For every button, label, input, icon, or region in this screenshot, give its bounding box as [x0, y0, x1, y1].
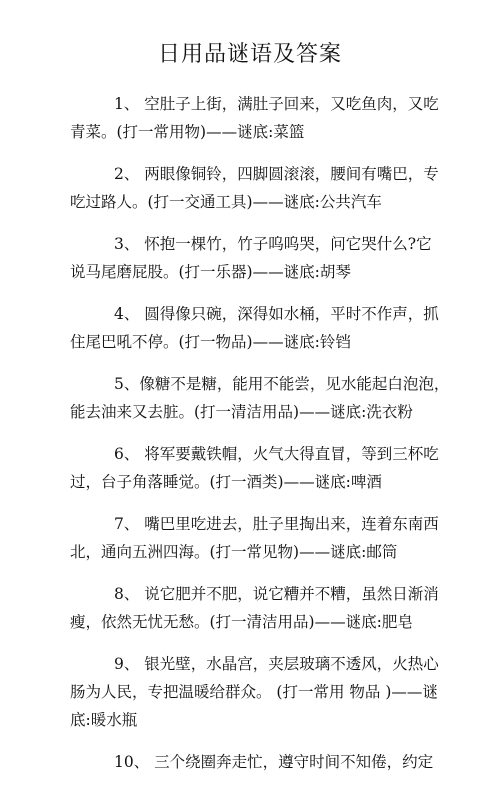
riddle-line: 9、 银光壁，水晶宫，夹层玻璃不透风，火热心 [114, 655, 439, 673]
riddle-item-9 [70, 650, 440, 734]
riddle-item-5 [70, 370, 450, 426]
riddle-line: 2、 两眼像铜铃，四脚圆滚滚，腰间有嘴巴，专 [114, 165, 439, 183]
riddle-line: 青菜。(打一常用物)——谜底:菜篮 [70, 123, 305, 141]
riddle-line: 6、 将军要戴铁帽，火气大得直冒，等到三杯吃 [114, 445, 439, 463]
riddle-line: 说马尾磨屁股。(打一乐器)——谜底:胡琴 [70, 263, 351, 281]
riddle-item-3 [70, 230, 440, 286]
riddle-line: 能去油来又去脏。(打一清洁用品)——谜底:洗衣粉 [70, 403, 413, 421]
riddle-line: 吃过路人。(打一交通工具)——谜底:公共汽车 [70, 193, 382, 211]
riddle-line: 住尾巴吼不停。(打一物品)——谜底:铃铛 [70, 333, 351, 351]
riddle-line: 3、 怀抱一棵竹，竹子呜呜哭，问它哭什么?它 [114, 235, 432, 253]
riddle-line: 北，通向五洲四海。(打一常见物)——谜底:邮筒 [70, 543, 398, 561]
riddle-line: 1、 空肚子上街，满肚子回来，又吃鱼肉，又吃 [114, 95, 439, 113]
riddle-item-1 [70, 90, 440, 146]
riddle-line: 5、像糖不是糖，能用不能尝，见水能起白泡泡， [114, 375, 450, 393]
riddle-line: 10、 三个绕圈奔走忙，遵守时间不知倦，约定 [114, 753, 434, 771]
document-title: 日用品谜语及答案 [157, 42, 342, 67]
riddle-item-2 [70, 160, 440, 216]
riddle-list [70, 90, 450, 790]
riddle-line: 底:暖水瓶 [70, 711, 138, 729]
riddle-line: 肠为人民，专把温暖给群众。 (打一常用 物品 )——谜 [70, 683, 438, 701]
riddle-line: 8、 说它肥并不肥，说它糟并不糟，虽然日渐消 [114, 585, 439, 603]
riddle-line: 7、 嘴巴里吃进去，肚子里掏出来，连着东南西 [114, 515, 439, 533]
riddle-line: 瘦，依然无忧无愁。(打一清洁用品)——谜底:肥皂 [70, 613, 413, 631]
riddle-item-6 [70, 440, 440, 496]
riddle-item-7 [70, 510, 440, 566]
riddle-item-8 [70, 580, 440, 636]
riddle-item-4 [70, 300, 440, 356]
riddle-item-10 [70, 748, 440, 776]
riddle-line: 4、 圆得像只碗，深得如水桶，平时不作声，抓 [114, 305, 439, 323]
riddle-line: 过，台子角落睡觉。(打一酒类)——谜底:啤酒 [70, 473, 382, 491]
